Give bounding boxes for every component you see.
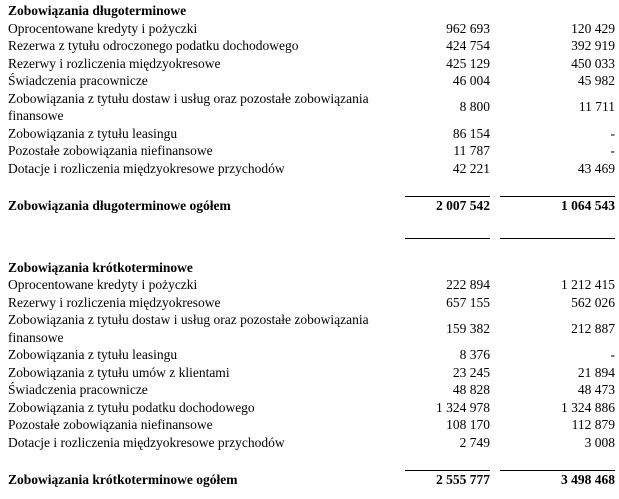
column-gap bbox=[490, 311, 500, 346]
row-value-col2: 112 879 bbox=[571, 417, 616, 432]
row-value-col1: 48 828 bbox=[452, 382, 490, 397]
table-row bbox=[8, 125, 615, 143]
column-gap bbox=[490, 55, 500, 73]
row-label: Rezerwy i rozliczenia międzyokresowe bbox=[8, 294, 221, 310]
table-row bbox=[8, 399, 615, 417]
row-label: Zobowiązania z tytułu podatku dochodowego bbox=[8, 399, 255, 415]
column-gap bbox=[490, 160, 500, 178]
column-gap bbox=[490, 72, 500, 90]
column-gap bbox=[490, 364, 500, 382]
row-value-col1: 11 787 bbox=[453, 143, 490, 158]
row-value-col1: 1 324 978 bbox=[436, 399, 490, 415]
row-label: Zobowiązania z tytułu umów z klientami bbox=[8, 364, 230, 380]
row-value-col2: 45 982 bbox=[577, 73, 616, 88]
total-value-col1: 2 007 542 bbox=[405, 197, 490, 215]
column-gap bbox=[490, 37, 500, 55]
row-value-col2: 43 469 bbox=[577, 160, 616, 176]
total-row bbox=[8, 197, 615, 215]
section-title: Zobowiązania krótkoterminowe bbox=[8, 259, 193, 275]
section-title: Zobowiązania długoterminowe bbox=[8, 3, 187, 18]
table-row bbox=[8, 416, 615, 434]
total-label: Zobowiązania krótkoterminowe ogółem bbox=[8, 471, 238, 487]
row-value-col1: 8 376 bbox=[459, 347, 490, 362]
row-label: Dotacje i rozliczenia międzyokresowe przychodów bbox=[8, 160, 285, 176]
row-value-col1: 2 749 bbox=[459, 434, 490, 450]
row-value-col2: 21 894 bbox=[577, 364, 616, 380]
row-value-col2: - bbox=[610, 347, 616, 362]
total-value-col2: 3 498 468 bbox=[500, 471, 615, 489]
column-gap bbox=[490, 434, 500, 452]
table-row bbox=[8, 160, 615, 178]
section-title-row bbox=[8, 2, 615, 20]
spacer-row bbox=[8, 215, 615, 239]
row-value-col2: 212 887 bbox=[571, 320, 616, 336]
row-value-col1: 42 221 bbox=[452, 160, 490, 176]
row-value-col2: 120 429 bbox=[571, 20, 616, 36]
table-row bbox=[8, 20, 615, 38]
spacer-row bbox=[8, 177, 615, 197]
column-gap bbox=[490, 381, 500, 399]
row-value-col2: 392 919 bbox=[571, 38, 616, 53]
table-row bbox=[8, 276, 615, 294]
liabilities-table bbox=[8, 2, 615, 489]
row-label: Oprocentowane kredyty i pożyczki bbox=[8, 277, 198, 292]
row-value-col2: 48 473 bbox=[577, 382, 616, 397]
row-value-col1: 86 154 bbox=[452, 125, 490, 141]
row-label: Pozostałe zobowiązania niefinansowe bbox=[8, 143, 213, 158]
column-gap bbox=[490, 90, 500, 125]
column-gap bbox=[490, 276, 500, 294]
total-value-col1: 2 555 777 bbox=[405, 471, 490, 489]
row-label: Rezerwa z tytułu odroczonego podatku dochodowego bbox=[8, 38, 299, 53]
row-value-col1: 46 004 bbox=[452, 73, 490, 88]
column-gap bbox=[490, 346, 500, 364]
table-row bbox=[8, 434, 615, 452]
row-label: Zobowiązania z tytułu dostaw i usług oraz pozostałe zobowiązania finansowe bbox=[8, 312, 369, 345]
table-row bbox=[8, 142, 615, 160]
row-label: Pozostałe zobowiązania niefinansowe bbox=[8, 417, 213, 432]
column-gap bbox=[490, 399, 500, 417]
table-row bbox=[8, 90, 615, 125]
table-row bbox=[8, 311, 615, 346]
table-row bbox=[8, 294, 615, 312]
row-value-col2: 562 026 bbox=[571, 294, 616, 310]
row-label: Zobowiązania z tytułu dostaw i usług oraz pozostałe zobowiązania finansowe bbox=[8, 90, 369, 123]
table-row bbox=[8, 37, 615, 55]
total-value-col2: 1 064 543 bbox=[500, 197, 615, 215]
row-value-col1: 8 800 bbox=[459, 99, 490, 115]
column-gap bbox=[490, 471, 500, 489]
row-value-col2: 450 033 bbox=[571, 55, 616, 71]
row-value-col1: 962 693 bbox=[446, 20, 490, 36]
column-gap bbox=[490, 20, 500, 38]
row-value-col2: 11 711 bbox=[578, 99, 616, 115]
column-gap bbox=[490, 294, 500, 312]
row-label: Zobowiązania z tytułu leasingu bbox=[8, 125, 178, 141]
column-gap bbox=[490, 197, 500, 215]
row-label: Świadczenia pracownicze bbox=[8, 73, 148, 88]
column-gap bbox=[490, 416, 500, 434]
table-row bbox=[8, 346, 615, 364]
section-title-row bbox=[8, 259, 615, 277]
column-gap bbox=[490, 125, 500, 143]
row-value-col2: 3 008 bbox=[584, 434, 616, 450]
row-value-col1: 222 894 bbox=[446, 277, 490, 292]
row-value-col1: 159 382 bbox=[446, 320, 490, 336]
row-value-col2: 1 212 415 bbox=[561, 277, 616, 292]
table-row bbox=[8, 72, 615, 90]
row-label: Świadczenia pracownicze bbox=[8, 382, 148, 397]
row-label: Oprocentowane kredyty i pożyczki bbox=[8, 20, 198, 36]
total-row bbox=[8, 471, 615, 489]
column-gap bbox=[490, 142, 500, 160]
row-value-col2: - bbox=[610, 125, 616, 141]
liabilities-table-body bbox=[8, 2, 615, 489]
spacer-row bbox=[8, 451, 615, 471]
total-label: Zobowiązania długoterminowe ogółem bbox=[8, 197, 231, 213]
row-value-col2: - bbox=[610, 143, 616, 158]
table-row bbox=[8, 381, 615, 399]
spacer-row bbox=[8, 239, 615, 259]
row-value-col1: 424 754 bbox=[446, 38, 490, 53]
row-value-col1: 425 129 bbox=[446, 55, 490, 71]
row-value-col1: 657 155 bbox=[446, 294, 490, 310]
table-row bbox=[8, 55, 615, 73]
row-value-col1: 108 170 bbox=[446, 417, 490, 432]
row-label: Dotacje i rozliczenia międzyokresowe przychodów bbox=[8, 434, 285, 450]
row-label: Rezerwy i rozliczenia międzyokresowe bbox=[8, 55, 221, 71]
row-value-col2: 1 324 886 bbox=[561, 399, 616, 415]
row-label: Zobowiązania z tytułu leasingu bbox=[8, 347, 178, 362]
row-value-col1: 23 245 bbox=[452, 364, 490, 380]
table-row bbox=[8, 364, 615, 382]
